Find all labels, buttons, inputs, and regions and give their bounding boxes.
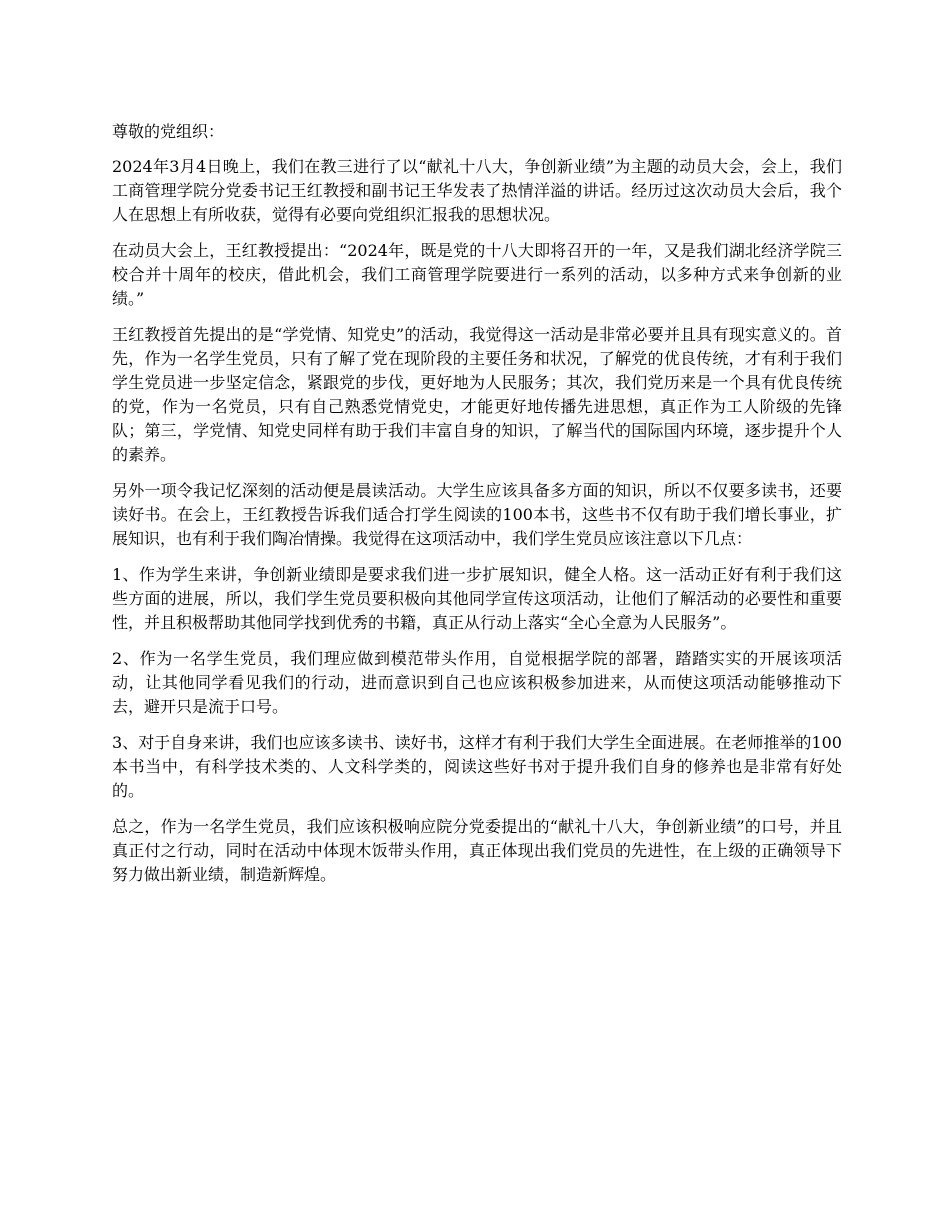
paragraph-point-2: 2、作为一名学生党员，我们理应做到模范带头作用，自觉根据学院的部署，踏踏实实的开展该项活动，让其他同学看见我们的行动，进而意识到自己也应该积极参加进来，从而使这项活动能够推动下去，避开只是流于口号。 xyxy=(112,649,842,716)
paragraph-point-3: 3、对于自身来讲，我们也应该多读书、读好书，这样才有利于我们大学生全面进展。在老师推举的100本书当中，有科学技术类的、人文科学类的，阅读这些好书对于提升我们自身的修养也是非常有好处的。 xyxy=(112,733,842,800)
paragraph-conclusion: 总之，作为一名学生党员，我们应该积极响应院分党委提出的“献礼十八大，争创新业绩”的口号，并且真正付之行动，同时在活动中体现木饭带头作用，真正体现出我们党员的先进性，在上级的正确领导下努力做出新业绩，制造新辉煌。 xyxy=(112,817,842,884)
paragraph-point-1: 1、作为学生来讲，争创新业绩即是要求我们进一步扩展知识，健全人格。这一活动正好有利于我们这些方面的进展，所以，我们学生党员要积极向其他同学宣传这项活动，让他们了解活动的必要性和重要性，并且积极帮助其他同学找到优秀的书籍，真正从行动上落实“全心全意为人民服务”。 xyxy=(112,565,842,632)
salutation: 尊敬的党组织： xyxy=(112,122,225,141)
paragraph-party-history-activity: 王红教授首先提出的是“学党情、知党史”的活动，我觉得这一活动是非常必要并且具有现实意义的。首先，作为一名学生党员，只有了解了党在现阶段的主要任务和状况，了解党的优良传统，才有利于我们学生党员进一步坚定信念，紧跟党的步伐，更好地为人民服务；其次，我们党历来是一个具有优良传统的党，作为一名党员，只有自己熟悉党情党史，才能更好地传播先进思想，真正作为工人阶级的先锋队；第三，学党情、知党史同样有助于我们丰富自身的知识，了解当代的国际国内环境，逐步提升个人的素养。 xyxy=(112,325,842,464)
paragraph-meeting-intro: 2024年3月4日晚上，我们在教三进行了以“献礼十八大，争创新业绩”为主题的动员大会，会上，我们工商管理学院分党委书记王红教授和副书记王华发表了热情洋溢的讲话。经历过这次动员大会后，我个人在思想上有所收获，觉得有必要向党组织汇报我的思想状况。 xyxy=(112,157,842,224)
paragraph-morning-reading-activity: 另外一项令我记忆深刻的活动便是晨读活动。大学生应该具备多方面的知识，所以不仅要多读书，还要读好书。在会上，王红教授告诉我们适合打学生阅读的100本书，这些书不仅有助于我们增长事业，扩展知识，也有利于我们陶冶情操。我觉得在这项活动中，我们学生党员应该注意以下几点： xyxy=(112,481,842,548)
paragraph-professor-speech: 在动员大会上，王红教授提出：“2024年，既是党的十八大即将召开的一年，又是我们湖北经济学院三校合并十周年的校庆，借此机会，我们工商管理学院要进行一系列的活动，以多种方式来争创新的业绩。” xyxy=(112,241,842,308)
document-page xyxy=(112,120,842,899)
